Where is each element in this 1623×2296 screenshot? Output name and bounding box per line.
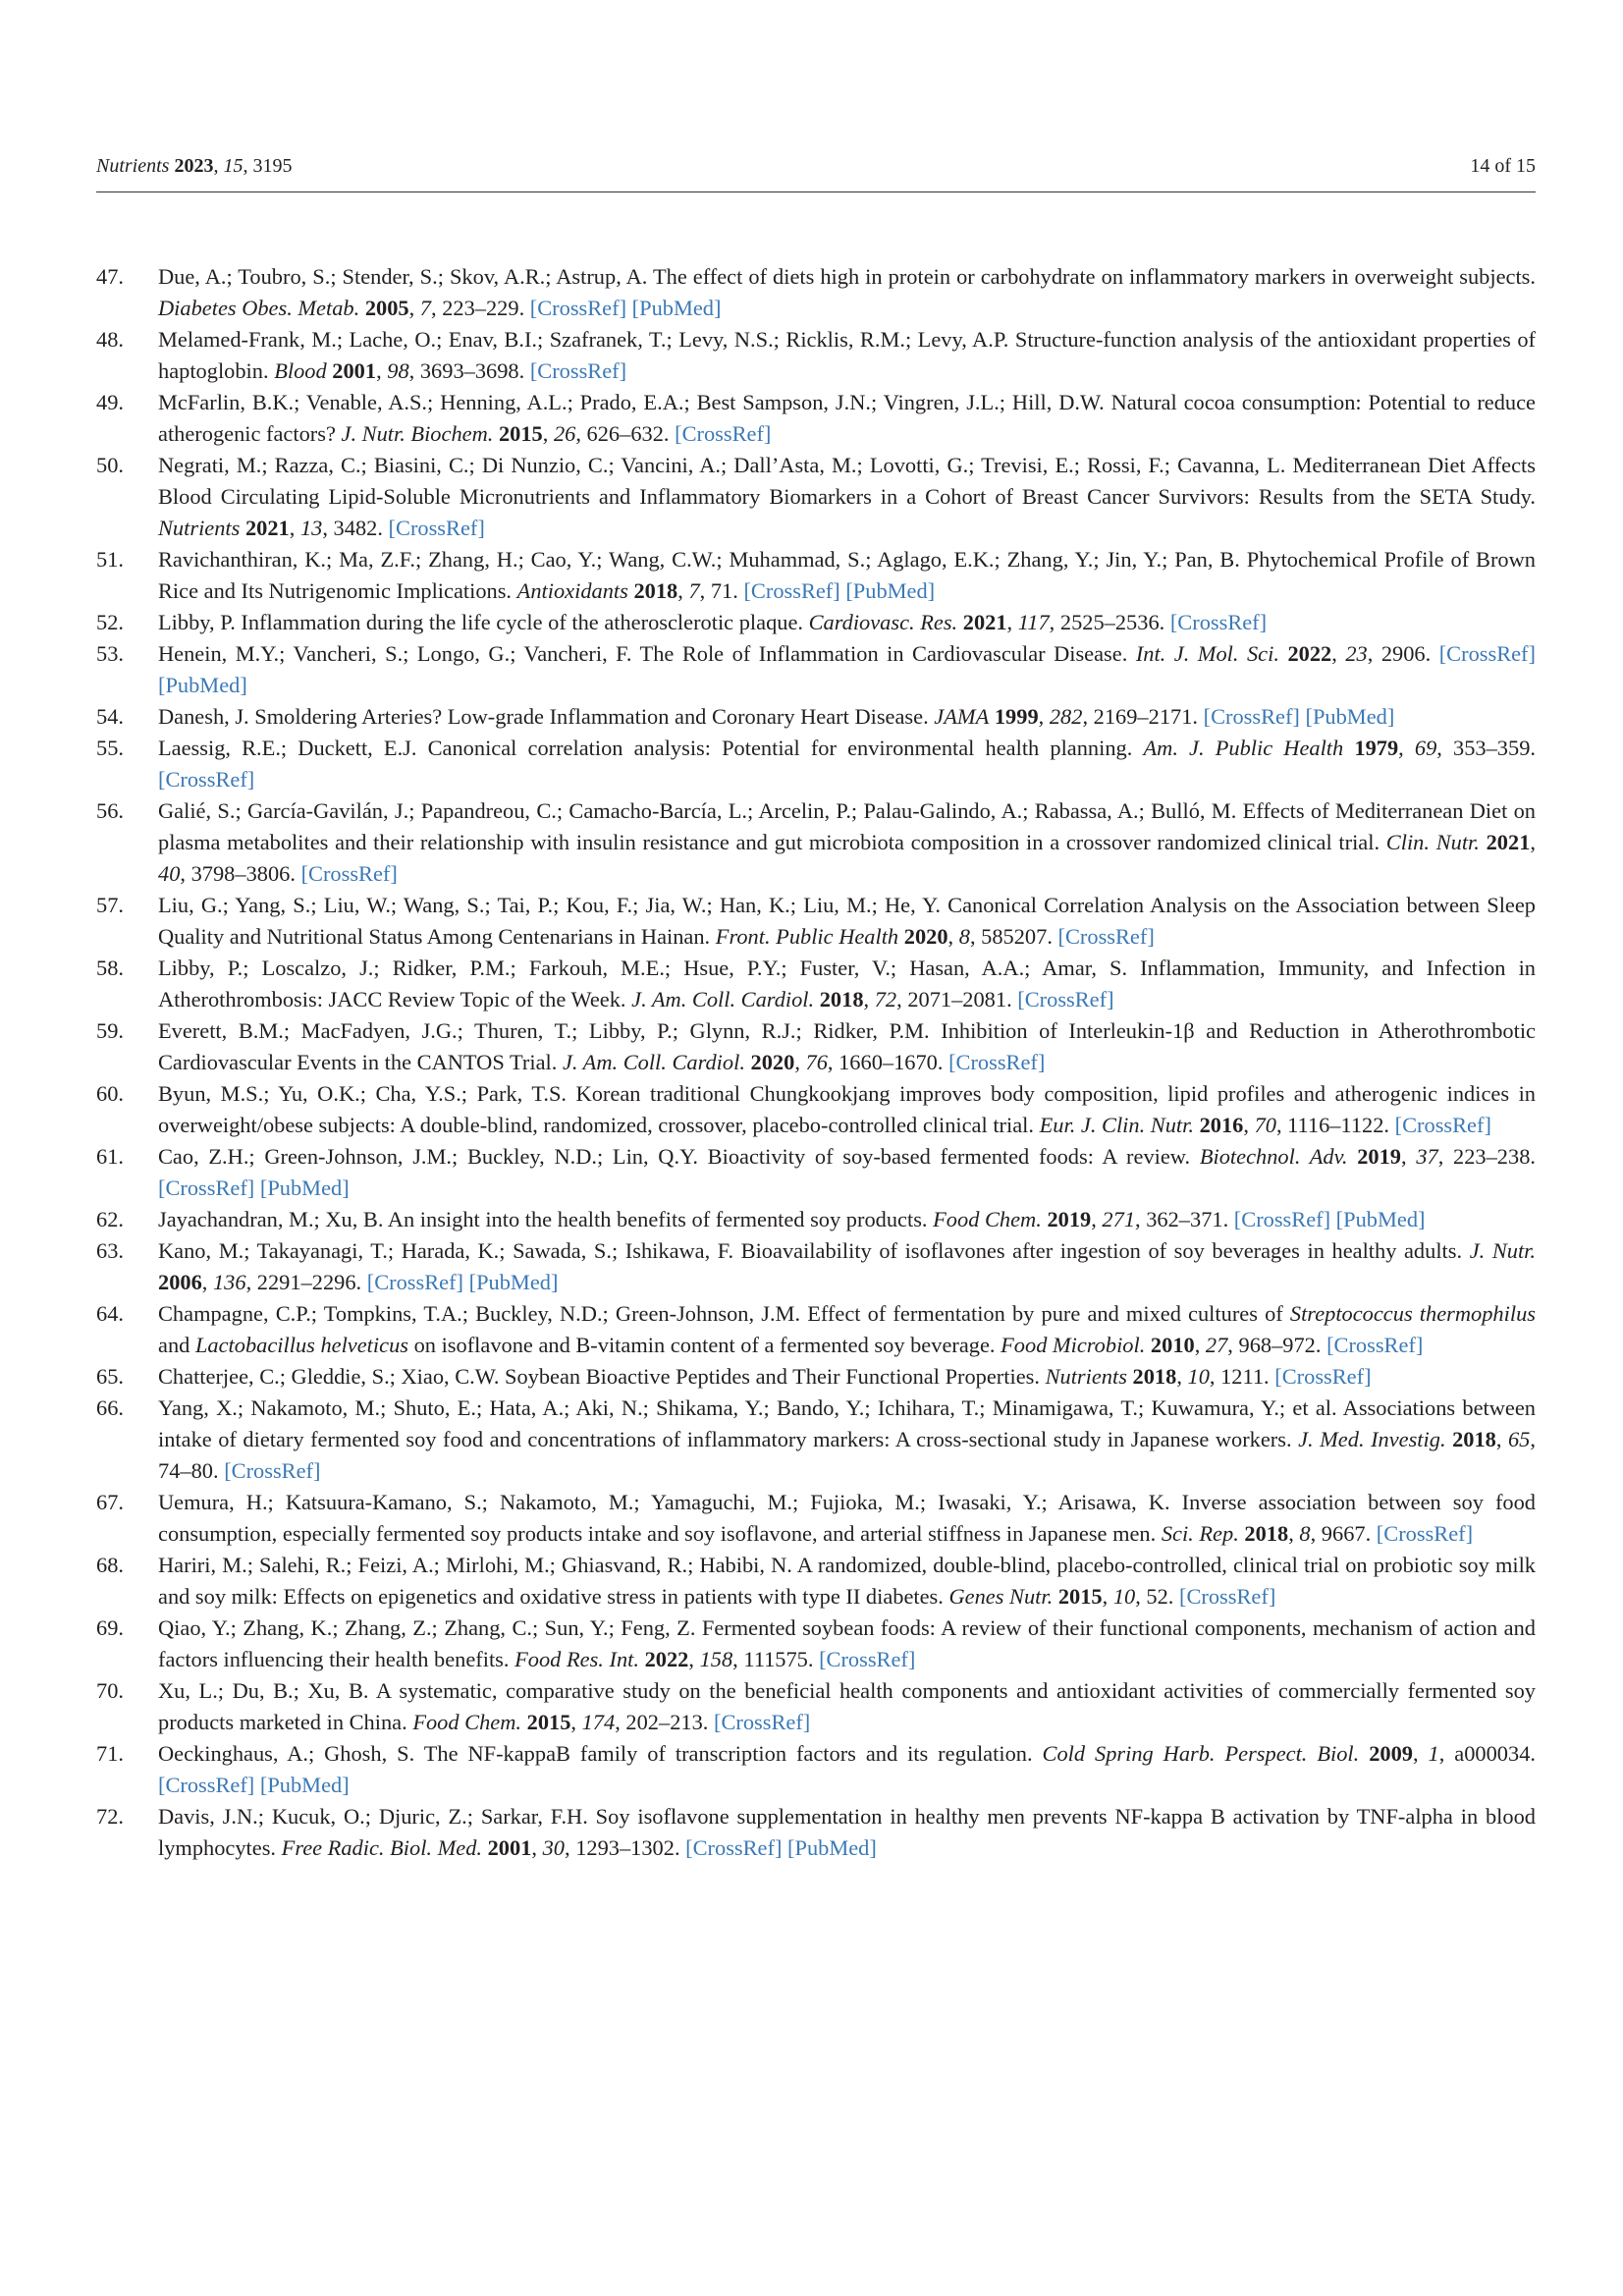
reference-number: 67. bbox=[96, 1490, 124, 1514]
reference-text: Chatterjee, C.; Gleddie, S.; Xiao, C.W. Soybean Bioactive Peptides and Their Functional Properties. bbox=[158, 1364, 1040, 1389]
reference-year: 1979 bbox=[1354, 736, 1399, 760]
reference-pages: 202–213. bbox=[625, 1710, 709, 1734]
reference-number: 52. bbox=[96, 610, 124, 634]
crossref-link[interactable]: [CrossRef] bbox=[1169, 610, 1268, 634]
reference-year: 2019 bbox=[1047, 1207, 1092, 1231]
reference-text: and bbox=[158, 1333, 190, 1357]
crossref-link[interactable]: [CrossRef] bbox=[675, 421, 772, 446]
running-head: Nutrients 2023, 15, 3195 bbox=[96, 155, 293, 177]
reference-volume: 37 bbox=[1416, 1144, 1438, 1169]
reference-year: 2001 bbox=[487, 1835, 532, 1860]
reference-volume: 158 bbox=[699, 1647, 733, 1671]
reference-pages: 3482. bbox=[333, 516, 383, 540]
reference-journal: J. Nutr. Biochem. bbox=[341, 421, 494, 446]
reference-volume: 27 bbox=[1205, 1333, 1228, 1357]
reference-pages: 353–359. bbox=[1453, 736, 1536, 760]
reference-year: 2009 bbox=[1369, 1741, 1413, 1766]
reference-item: 61. Cao, Z.H.; Green-Johnson, J.M.; Buckley, N.D.; Lin, Q.Y. Bioactivity of soy-based fermented foods: A review. Biotechnol. Adv. 2019, 37, 223–238. [CrossRef] [PubMed] bbox=[96, 1141, 1536, 1204]
reference-text: Libby, P.; Loscalzo, J.; Ridker, P.M.; Farkouh, M.E.; Hsue, P.Y.; Fuster, V.; Hasan, A.A.; Amar, S. Inflammation, Immunity, and Infection in Atherothrombosis: JACC Review Topic of the Week. bbox=[158, 956, 1536, 1011]
reference-journal: Nutrients bbox=[1045, 1364, 1127, 1389]
reference-volume: 10 bbox=[1187, 1364, 1210, 1389]
reference-volume: 69 bbox=[1414, 736, 1437, 760]
reference-year: 2010 bbox=[1150, 1333, 1195, 1357]
reference-year: 2015 bbox=[1057, 1584, 1103, 1609]
reference-text: Danesh, J. Smoldering Arteries? Low-grade Inflammation and Coronary Heart Disease. bbox=[158, 704, 929, 729]
reference-pages: a000034. bbox=[1454, 1741, 1536, 1766]
reference-pages: 362–371. bbox=[1146, 1207, 1229, 1231]
reference-number: 59. bbox=[96, 1018, 124, 1043]
reference-item: 71. Oeckinghaus, A.; Ghosh, S. The NF-kappaB family of transcription factors and its regulation. Cold Spring Harb. Perspect. Biol. 2009, 1, a000034. [CrossRef] [PubMed] bbox=[96, 1738, 1536, 1801]
reference-text: Qiao, Y.; Zhang, K.; Zhang, Z.; Zhang, C.; Sun, Y.; Feng, Z. Fermented soybean foods: A review of their functional components, mechanism of action and factors influencing their health benefits. bbox=[158, 1615, 1536, 1671]
reference-volume: 8 bbox=[1299, 1521, 1311, 1546]
reference-journal: Blood bbox=[274, 358, 327, 383]
reference-volume: 23 bbox=[1345, 641, 1368, 666]
reference-item: 58. Libby, P.; Loscalzo, J.; Ridker, P.M.; Farkouh, M.E.; Hsue, P.Y.; Fuster, V.; Hasan, A.A.; Amar, S. Inflammation, Immunity, and Infection in Atherothrombosis: JACC Review Topic of the Week. J. Am. Coll. Cardiol. 2018, 72, 2071–2081. [CrossRef] bbox=[96, 953, 1536, 1015]
reference-text: Byun, M.S.; Yu, O.K.; Cha, Y.S.; Park, T.S. Korean traditional Chungkookjang improves body composition, lipid profiles and atherogenic indices in overweight/obese subjects: A double-blind, randomized, crossover, placebo-controlled clinical trial. bbox=[158, 1081, 1536, 1137]
reference-volume: 7 bbox=[688, 578, 700, 603]
reference-year: 2018 bbox=[1132, 1364, 1177, 1389]
reference-number: 57. bbox=[96, 893, 124, 917]
reference-item: 67. Uemura, H.; Katsuura-Kamano, S.; Nakamoto, M.; Yamaguchi, M.; Fujioka, M.; Iwasaki, Y.; Arisawa, K. Inverse association between soy food consumption, especially fermented soy products intake and soy isoflavone, and arterial stiffness in Japanese men. Sci. Rep. 2018, 8, 9667. [CrossRef] bbox=[96, 1487, 1536, 1550]
reference-list bbox=[96, 261, 1536, 1864]
reference-year: 1999 bbox=[994, 704, 1039, 729]
reference-pages: 626–632. bbox=[586, 421, 670, 446]
reference-item: 55. Laessig, R.E.; Duckett, E.J. Canonical correlation analysis: Potential for environmental health planning. Am. J. Public Health 1979, 69, 353–359. [CrossRef] bbox=[96, 733, 1536, 795]
reference-year: 2001 bbox=[332, 358, 377, 383]
reference-number: 65. bbox=[96, 1364, 124, 1389]
reference-journal: Cardiovasc. Res. bbox=[808, 610, 958, 634]
reference-year: 2018 bbox=[819, 987, 864, 1011]
header-rule bbox=[96, 191, 1536, 192]
reference-journal: J. Am. Coll. Cardiol. bbox=[562, 1050, 745, 1074]
reference-item: 56. Galié, S.; García-Gavilán, J.; Papandreou, C.; Camacho-Barcía, L.; Arcelin, P.; Palau-Galindo, A.; Rabassa, A.; Bulló, M. Effects of Mediterranean Diet on plasma metabolites and their relationship with insulin resistance and gut microbiota composition in a crossover randomized clinical trial. Clin. Nutr. 2021, 40, 3798–3806. [CrossRef] bbox=[96, 795, 1536, 890]
crossref-link[interactable]: [CrossRef] bbox=[1326, 1333, 1424, 1357]
crossref-link[interactable]: [CrossRef] bbox=[1179, 1584, 1276, 1609]
reference-item: 54. Danesh, J. Smoldering Arteries? Low-grade Inflammation and Coronary Heart Disease. JAMA 1999, 282, 2169–2171. [CrossRef] [PubMed] bbox=[96, 701, 1536, 733]
reference-pages: 52. bbox=[1146, 1584, 1174, 1609]
reference-number: 61. bbox=[96, 1144, 124, 1169]
crossref-link[interactable]: [CrossRef] bbox=[529, 296, 627, 320]
reference-number: 62. bbox=[96, 1207, 124, 1231]
reference-pages: 2291–2296. bbox=[256, 1270, 362, 1294]
pubmed-link[interactable]: [PubMed] bbox=[259, 1773, 350, 1797]
reference-item: 53. Henein, M.Y.; Vancheri, S.; Longo, G.; Vancheri, F. The Role of Inflammation in Cardiovascular Disease. Int. J. Mol. Sci. 2022, 23, 2906. [CrossRef] [PubMed] bbox=[96, 638, 1536, 701]
reference-volume: 1 bbox=[1428, 1741, 1439, 1766]
reference-journal: Genes Nutr. bbox=[948, 1584, 1054, 1609]
crossref-link[interactable]: [CrossRef] bbox=[685, 1835, 783, 1860]
pubmed-link[interactable]: [PubMed] bbox=[158, 673, 247, 697]
reference-year: 2020 bbox=[903, 924, 948, 949]
reference-year: 2019 bbox=[1357, 1144, 1401, 1169]
reference-pages: 223–229. bbox=[442, 296, 525, 320]
species-name: Lactobacillus helveticus bbox=[194, 1333, 408, 1357]
reference-text: Laessig, R.E.; Duckett, E.J. Canonical correlation analysis: Potential for environmental health planning. bbox=[158, 736, 1133, 760]
reference-text: Libby, P. Inflammation during the life cycle of the atherosclerotic plaque. bbox=[158, 610, 803, 634]
reference-journal: Food Chem. bbox=[933, 1207, 1042, 1231]
reference-pages: 3798–3806. bbox=[190, 861, 296, 886]
reference-number: 55. bbox=[96, 736, 124, 760]
crossref-link[interactable]: [CrossRef] bbox=[948, 1050, 1046, 1074]
reference-item: 59. Everett, B.M.; MacFadyen, J.G.; Thuren, T.; Libby, P.; Glynn, R.J.; Ridker, P.M. Inhibition of Interleukin-1β and Reduction in Atherothrombotic Cardiovascular Events in the CANTOS Trial. J. Am. Coll. Cardiol. 2020, 76, 1660–1670. [CrossRef] bbox=[96, 1015, 1536, 1078]
reference-number: 58. bbox=[96, 956, 124, 980]
reference-text: Xu, L.; Du, B.; Xu, B. A systematic, comparative study on the beneficial health components and antioxidant activities of commercially fermented soy products marketed in China. bbox=[158, 1678, 1536, 1734]
reference-text: Galié, S.; García-Gavilán, J.; Papandreou, C.; Camacho-Barcía, L.; Arcelin, P.; Palau-Galindo, A.; Rabassa, A.; Bulló, M. Effects of Mediterranean Diet on plasma metabolites and their relationship with insulin resistance and gut microbiota composition in a crossover randomized clinical trial. bbox=[158, 798, 1536, 854]
reference-year: 2018 bbox=[1244, 1521, 1289, 1546]
reference-item: 70. Xu, L.; Du, B.; Xu, B. A systematic, comparative study on the beneficial health components and antioxidant activities of commercially fermented soy products marketed in China. Food Chem. 2015, 174, 202–213. [CrossRef] bbox=[96, 1675, 1536, 1738]
pubmed-link[interactable]: [PubMed] bbox=[631, 296, 722, 320]
reference-item: 60. Byun, M.S.; Yu, O.K.; Cha, Y.S.; Park, T.S. Korean traditional Chungkookjang improves body composition, lipid profiles and atherogenic indices in overweight/obese subjects: A double-blind, randomized, crossover, placebo-controlled clinical trial. Eur. J. Clin. Nutr. 2016, 70, 1116–1122. [CrossRef] bbox=[96, 1078, 1536, 1141]
reference-pages: 968–972. bbox=[1238, 1333, 1322, 1357]
reference-number: 48. bbox=[96, 327, 124, 352]
reference-volume: 174 bbox=[581, 1710, 616, 1734]
reference-number: 63. bbox=[96, 1238, 124, 1263]
reference-year: 2015 bbox=[526, 1710, 571, 1734]
crossref-link[interactable]: [CrossRef] bbox=[158, 1773, 255, 1797]
reference-volume: 26 bbox=[553, 421, 576, 446]
reference-text: Jayachandran, M.; Xu, B. An insight into the health benefits of fermented soy products. bbox=[158, 1207, 928, 1231]
reference-number: 47. bbox=[96, 264, 124, 289]
header-article: 3195 bbox=[252, 155, 293, 177]
reference-year: 2015 bbox=[498, 421, 543, 446]
crossref-link[interactable]: [CrossRef] bbox=[158, 1175, 255, 1200]
reference-volume: 8 bbox=[958, 924, 970, 949]
crossref-link[interactable]: [CrossRef] bbox=[388, 516, 485, 540]
crossref-link[interactable]: [CrossRef] bbox=[224, 1458, 321, 1483]
reference-number: 71. bbox=[96, 1741, 124, 1766]
reference-pages: 1211. bbox=[1220, 1364, 1270, 1389]
reference-volume: 271 bbox=[1102, 1207, 1136, 1231]
reference-journal: Antioxidants bbox=[516, 578, 628, 603]
reference-number: 60. bbox=[96, 1081, 124, 1106]
reference-number: 49. bbox=[96, 390, 124, 414]
reference-text: Liu, G.; Yang, S.; Liu, W.; Wang, S.; Tai, P.; Kou, F.; Jia, W.; Han, K.; Liu, M.; He, Y. Canonical Correlation Analysis on the Association between Sleep Quality and Nutritional Status Among Centenarians in Hainan. bbox=[158, 893, 1536, 949]
crossref-link[interactable]: [CrossRef] bbox=[743, 578, 840, 603]
reference-journal: Food Res. Int. bbox=[514, 1647, 639, 1671]
reference-text: Uemura, H.; Katsuura-Kamano, S.; Nakamoto, M.; Yamaguchi, M.; Fujioka, M.; Iwasaki, Y.; Arisawa, K. Inverse association between soy food consumption, especially fermented soy products intake and soy isoflavone, and arterial stiffness in Japanese men. bbox=[158, 1490, 1536, 1546]
reference-item: 51. Ravichanthiran, K.; Ma, Z.F.; Zhang, H.; Cao, Y.; Wang, C.W.; Muhammad, S.; Aglago, E.K.; Zhang, Y.; Jin, Y.; Pan, B. Phytochemical Profile of Brown Rice and Its Nutrigenomic Implications. Antioxidants 2018, 7, 71. [CrossRef] [PubMed] bbox=[96, 544, 1536, 607]
reference-volume: 30 bbox=[542, 1835, 565, 1860]
reference-volume: 10 bbox=[1112, 1584, 1136, 1609]
crossref-link[interactable]: [CrossRef] bbox=[713, 1710, 811, 1734]
header-volume: 15 bbox=[223, 155, 243, 177]
reference-pages: 71. bbox=[710, 578, 738, 603]
reference-item: 62. Jayachandran, M.; Xu, B. An insight into the health benefits of fermented soy products. Food Chem. 2019, 271, 362–371. [CrossRef] [PubMed] bbox=[96, 1204, 1536, 1235]
reference-text: on isoflavone and B-vitamin content of a fermented soy beverage. bbox=[413, 1333, 996, 1357]
reference-item: 69. Qiao, Y.; Zhang, K.; Zhang, Z.; Zhang, C.; Sun, Y.; Feng, Z. Fermented soybean foods: A review of their functional components, mechanism of action and factors influencing their health benefits. Food Res. Int. 2022, 158, 111575. [CrossRef] bbox=[96, 1613, 1536, 1675]
reference-item: 66. Yang, X.; Nakamoto, M.; Shuto, E.; Hata, A.; Aki, N.; Shikama, Y.; Bando, Y.; Ichihara, T.; Minamigawa, T.; Kuwamura, Y.; et al. Associations between intake of dietary fermented soy food and concentrations of inflammatory markers: A cross-sectional study in Japanese workers. J. Med. Investig. 2018, 65, 74–80. [CrossRef] bbox=[96, 1393, 1536, 1487]
reference-pages: 9667. bbox=[1321, 1521, 1372, 1546]
reference-number: 69. bbox=[96, 1615, 124, 1640]
reference-text: Due, A.; Toubro, S.; Stender, S.; Skov, A.R.; Astrup, A. The effect of diets high in protein or carbohydrate on inflammatory markers in overweight subjects. bbox=[158, 264, 1536, 289]
crossref-link[interactable]: [CrossRef] bbox=[1017, 987, 1114, 1011]
pubmed-link[interactable]: [PubMed] bbox=[1335, 1207, 1426, 1231]
reference-number: 68. bbox=[96, 1553, 124, 1577]
reference-journal: J. Med. Investig. bbox=[1298, 1427, 1446, 1451]
reference-journal: Front. Public Health bbox=[715, 924, 899, 949]
page-number: 14 of 15 bbox=[1470, 155, 1536, 177]
species-name: Streptococcus thermophilus bbox=[1289, 1301, 1536, 1326]
reference-pages: 2071–2081. bbox=[907, 987, 1012, 1011]
reference-year: 2018 bbox=[633, 578, 678, 603]
reference-item: 57. Liu, G.; Yang, S.; Liu, W.; Wang, S.; Tai, P.; Kou, F.; Jia, W.; Han, K.; Liu, M.; He, Y. Canonical Correlation Analysis on the Association between Sleep Quality and Nutritional Status Among Centenarians in Hainan. Front. Public Health 2020, 8, 585207. [CrossRef] bbox=[96, 890, 1536, 953]
reference-number: 53. bbox=[96, 641, 124, 666]
reference-volume: 117 bbox=[1017, 610, 1050, 634]
pubmed-link[interactable]: [PubMed] bbox=[1305, 704, 1395, 729]
reference-journal: J. Nutr. bbox=[1469, 1238, 1536, 1263]
reference-number: 64. bbox=[96, 1301, 124, 1326]
reference-year: 2005 bbox=[364, 296, 409, 320]
reference-volume: 40 bbox=[158, 861, 181, 886]
reference-year: 2006 bbox=[158, 1270, 202, 1294]
reference-text: Champagne, C.P.; Tompkins, T.A.; Buckley, N.D.; Green-Johnson, J.M. Effect of fermentation by pure and mixed cultures of bbox=[158, 1301, 1283, 1326]
crossref-link[interactable]: [CrossRef] bbox=[1394, 1113, 1491, 1137]
reference-text: Yang, X.; Nakamoto, M.; Shuto, E.; Hata, A.; Aki, N.; Shikama, Y.; Bando, Y.; Ichihara, T.; Minamigawa, T.; Kuwamura, Y.; et al. Associations between intake of dietary fermented soy food and concentrations of inflammatory markers: A cross-sectional study in Japanese workers. bbox=[158, 1395, 1536, 1451]
reference-volume: 282 bbox=[1049, 704, 1083, 729]
reference-item: 72. Davis, J.N.; Kucuk, O.; Djuric, Z.; Sarkar, F.H. Soy isoflavone supplementation in healthy men prevents NF-kappa B activation by TNF-alpha in blood lymphocytes. Free Radic. Biol. Med. 2001, 30, 1293–1302. [CrossRef] [PubMed] bbox=[96, 1801, 1536, 1864]
crossref-link[interactable]: [CrossRef] bbox=[366, 1270, 464, 1294]
reference-pages: 2525–2536. bbox=[1059, 610, 1165, 634]
reference-number: 66. bbox=[96, 1395, 124, 1420]
reference-pages: 3693–3698. bbox=[419, 358, 525, 383]
crossref-link[interactable]: [CrossRef] bbox=[1233, 1207, 1331, 1231]
page-header bbox=[96, 155, 1536, 187]
reference-journal: Cold Spring Harb. Perspect. Biol. bbox=[1042, 1741, 1360, 1766]
reference-pages: 1660–1670. bbox=[839, 1050, 944, 1074]
pubmed-link[interactable]: [PubMed] bbox=[845, 578, 936, 603]
reference-item: 68. Hariri, M.; Salehi, R.; Feizi, A.; Mirlohi, M.; Ghiasvand, R.; Habibi, N. A randomized, double-blind, placebo-controlled, clinical trial on probiotic soy milk and soy milk: Effects on epigenetics and oxidative stress in patients with type II diabetes. Genes Nutr. 2015, 10, 52. [CrossRef] bbox=[96, 1550, 1536, 1613]
reference-pages: 223–238. bbox=[1453, 1144, 1536, 1169]
crossref-link[interactable]: [CrossRef] bbox=[158, 767, 255, 792]
reference-text: McFarlin, B.K.; Venable, A.S.; Henning, A.L.; Prado, E.A.; Best Sampson, J.N.; Vingren, J.L.; Hill, D.W. Natural cocoa consumption: Potential to reduce atherogenic factors? bbox=[158, 390, 1536, 446]
crossref-link[interactable]: [CrossRef] bbox=[300, 861, 398, 886]
reference-volume: 98 bbox=[387, 358, 409, 383]
reference-text: Kano, M.; Takayanagi, T.; Harada, K.; Sawada, S.; Ishikawa, F. Bioavailability of isoflavones after ingestion of soy beverages in healthy adults. bbox=[158, 1238, 1463, 1263]
reference-journal: Food Chem. bbox=[412, 1710, 522, 1734]
reference-text: Ravichanthiran, K.; Ma, Z.F.; Zhang, H.; Cao, Y.; Wang, C.W.; Muhammad, S.; Aglago, E.K.; Zhang, Y.; Jin, Y.; Pan, B. Phytochemical Profile of Brown Rice and Its Nutrigenomic Implications. bbox=[158, 547, 1536, 603]
reference-journal: JAMA bbox=[934, 704, 990, 729]
reference-volume: 7 bbox=[419, 296, 431, 320]
reference-volume: 70 bbox=[1254, 1113, 1276, 1137]
reference-text: Negrati, M.; Razza, C.; Biasini, C.; Di Nunzio, C.; Vancini, A.; Dall’Asta, M.; Lovotti, G.; Trevisi, E.; Rossi, F.; Cavanna, L. Mediterranean Diet Affects Blood Circulating Lipid-Soluble Micronutrients and Inflammatory Biomarkers in a Cohort of Breast Cancer Survivors: Results from the SETA Study. bbox=[158, 453, 1536, 509]
reference-text: Melamed-Frank, M.; Lache, O.; Enav, B.I.; Szafranek, T.; Levy, N.S.; Ricklis, R.M.; Levy, A.P. Structure-function analysis of the antioxidant properties of haptoglobin. bbox=[158, 327, 1536, 383]
reference-number: 50. bbox=[96, 453, 124, 477]
reference-item: 63. Kano, M.; Takayanagi, T.; Harada, K.; Sawada, S.; Ishikawa, F. Bioavailability of isoflavones after ingestion of soy beverages in healthy adults. J. Nutr. 2006, 136, 2291–2296. [CrossRef] [PubMed] bbox=[96, 1235, 1536, 1298]
reference-text: Cao, Z.H.; Green-Johnson, J.M.; Buckley, N.D.; Lin, Q.Y. Bioactivity of soy-based fermented foods: A review. bbox=[158, 1144, 1191, 1169]
reference-journal: Int. J. Mol. Sci. bbox=[1135, 641, 1279, 666]
reference-number: 72. bbox=[96, 1804, 124, 1829]
crossref-link[interactable]: [CrossRef] bbox=[529, 358, 627, 383]
reference-number: 70. bbox=[96, 1678, 124, 1703]
reference-year: 2016 bbox=[1199, 1113, 1244, 1137]
pubmed-link[interactable]: [PubMed] bbox=[787, 1835, 877, 1860]
reference-year: 2021 bbox=[962, 610, 1007, 634]
crossref-link[interactable]: [CrossRef] bbox=[1057, 924, 1155, 949]
reference-year: 2021 bbox=[1486, 830, 1531, 854]
crossref-link[interactable]: [CrossRef] bbox=[1203, 704, 1300, 729]
crossref-link[interactable]: [CrossRef] bbox=[1438, 641, 1536, 666]
crossref-link[interactable]: [CrossRef] bbox=[1274, 1364, 1372, 1389]
reference-year: 2021 bbox=[244, 516, 290, 540]
reference-journal: Nutrients bbox=[158, 516, 241, 540]
reference-volume: 136 bbox=[212, 1270, 246, 1294]
reference-journal: Eur. J. Clin. Nutr. bbox=[1039, 1113, 1194, 1137]
reference-volume: 65 bbox=[1507, 1427, 1531, 1451]
reference-item: 48. Melamed-Frank, M.; Lache, O.; Enav, B.I.; Szafranek, T.; Levy, N.S.; Ricklis, R.M.; Levy, A.P. Structure-function analysis of the antioxidant properties of haptoglobin. Blood 2001, 98, 3693–3698. [CrossRef] bbox=[96, 324, 1536, 387]
reference-journal: J. Am. Coll. Cardiol. bbox=[631, 987, 815, 1011]
reference-number: 51. bbox=[96, 547, 124, 572]
reference-journal: Free Radic. Biol. Med. bbox=[281, 1835, 482, 1860]
header-year: 2023 bbox=[174, 155, 214, 177]
reference-pages: 74–80. bbox=[158, 1458, 219, 1483]
reference-year: 2022 bbox=[644, 1647, 689, 1671]
reference-text: Davis, J.N.; Kucuk, O.; Djuric, Z.; Sarkar, F.H. Soy isoflavone supplementation in healthy men prevents NF-kappa B activation by TNF-alpha in blood lymphocytes. bbox=[158, 1804, 1536, 1860]
reference-year: 2020 bbox=[750, 1050, 795, 1074]
crossref-link[interactable]: [CrossRef] bbox=[819, 1647, 916, 1671]
reference-item: 64. Champagne, C.P.; Tompkins, T.A.; Buckley, N.D.; Green-Johnson, J.M. Effect of fermentation by pure and mixed cultures of Streptococcus thermophilus and Lactobacillus helveticus on isoflavone and B-vitamin content of a fermented soy beverage. Food Microbiol. 2010, 27, 968–972. [CrossRef] bbox=[96, 1298, 1536, 1361]
reference-journal: Biotechnol. Adv. bbox=[1199, 1144, 1348, 1169]
reference-pages: 2906. bbox=[1380, 641, 1432, 666]
reference-number: 56. bbox=[96, 798, 124, 823]
reference-pages: 585207. bbox=[981, 924, 1053, 949]
reference-text: Everett, B.M.; MacFadyen, J.G.; Thuren, T.; Libby, P.; Glynn, R.J.; Ridker, P.M. Inhibition of Interleukin-1β and Reduction in Atherothrombotic Cardiovascular Events in the CANTOS Trial. bbox=[158, 1018, 1536, 1074]
reference-pages: 1293–1302. bbox=[575, 1835, 680, 1860]
reference-text: Hariri, M.; Salehi, R.; Feizi, A.; Mirlohi, M.; Ghiasvand, R.; Habibi, N. A randomized, double-blind, placebo-controlled, clinical trial on probiotic soy milk and soy milk: Effects on epigenetics and oxidative stress in patients with type II diabetes. bbox=[158, 1553, 1536, 1609]
reference-pages: 2169–2171. bbox=[1093, 704, 1198, 729]
reference-volume: 13 bbox=[299, 516, 323, 540]
reference-year: 2022 bbox=[1287, 641, 1332, 666]
reference-text: Henein, M.Y.; Vancheri, S.; Longo, G.; Vancheri, F. The Role of Inflammation in Cardiovascular Disease. bbox=[158, 641, 1128, 666]
reference-journal: Clin. Nutr. bbox=[1385, 830, 1480, 854]
reference-volume: 72 bbox=[874, 987, 897, 1011]
reference-item: 47. Due, A.; Toubro, S.; Stender, S.; Skov, A.R.; Astrup, A. The effect of diets high in protein or carbohydrate on inflammatory markers in overweight subjects. Diabetes Obes. Metab. 2005, 7, 223–229. [CrossRef] [PubMed] bbox=[96, 261, 1536, 324]
reference-pages: 111575. bbox=[743, 1647, 814, 1671]
reference-item: 52. Libby, P. Inflammation during the life cycle of the atherosclerotic plaque. Cardiovasc. Res. 2021, 117, 2525–2536. [CrossRef] bbox=[96, 607, 1536, 638]
reference-journal: Sci. Rep. bbox=[1161, 1521, 1239, 1546]
pubmed-link[interactable]: [PubMed] bbox=[259, 1175, 350, 1200]
crossref-link[interactable]: [CrossRef] bbox=[1376, 1521, 1474, 1546]
reference-journal: Food Microbiol. bbox=[1001, 1333, 1146, 1357]
journal-name: Nutrients bbox=[96, 155, 170, 177]
pubmed-link[interactable]: [PubMed] bbox=[468, 1270, 559, 1294]
reference-year: 2018 bbox=[1452, 1427, 1496, 1451]
reference-journal: Diabetes Obes. Metab. bbox=[158, 296, 360, 320]
reference-journal: Am. J. Public Health bbox=[1143, 736, 1344, 760]
reference-text: Oeckinghaus, A.; Ghosh, S. The NF-kappaB family of transcription factors and its regulation. bbox=[158, 1741, 1033, 1766]
reference-pages: 1116–1122. bbox=[1287, 1113, 1390, 1137]
reference-number: 54. bbox=[96, 704, 124, 729]
reference-item: 49. McFarlin, B.K.; Venable, A.S.; Henning, A.L.; Prado, E.A.; Best Sampson, J.N.; Vingren, J.L.; Hill, D.W. Natural cocoa consumption: Potential to reduce atherogenic factors? J. Nutr. Biochem. 2015, 26, 626–632. [CrossRef] bbox=[96, 387, 1536, 450]
reference-item: 65. Chatterjee, C.; Gleddie, S.; Xiao, C.W. Soybean Bioactive Peptides and Their Functional Properties. Nutrients 2018, 10, 1211. [CrossRef] bbox=[96, 1361, 1536, 1393]
reference-item: 50. Negrati, M.; Razza, C.; Biasini, C.; Di Nunzio, C.; Vancini, A.; Dall’Asta, M.; Lovotti, G.; Trevisi, E.; Rossi, F.; Cavanna, L. Mediterranean Diet Affects Blood Circulating Lipid-Soluble Micronutrients and Inflammatory Biomarkers in a Cohort of Breast Cancer Survivors: Results from the SETA Study. Nutrients 2021, 13, 3482. [CrossRef] bbox=[96, 450, 1536, 544]
reference-volume: 76 bbox=[805, 1050, 828, 1074]
